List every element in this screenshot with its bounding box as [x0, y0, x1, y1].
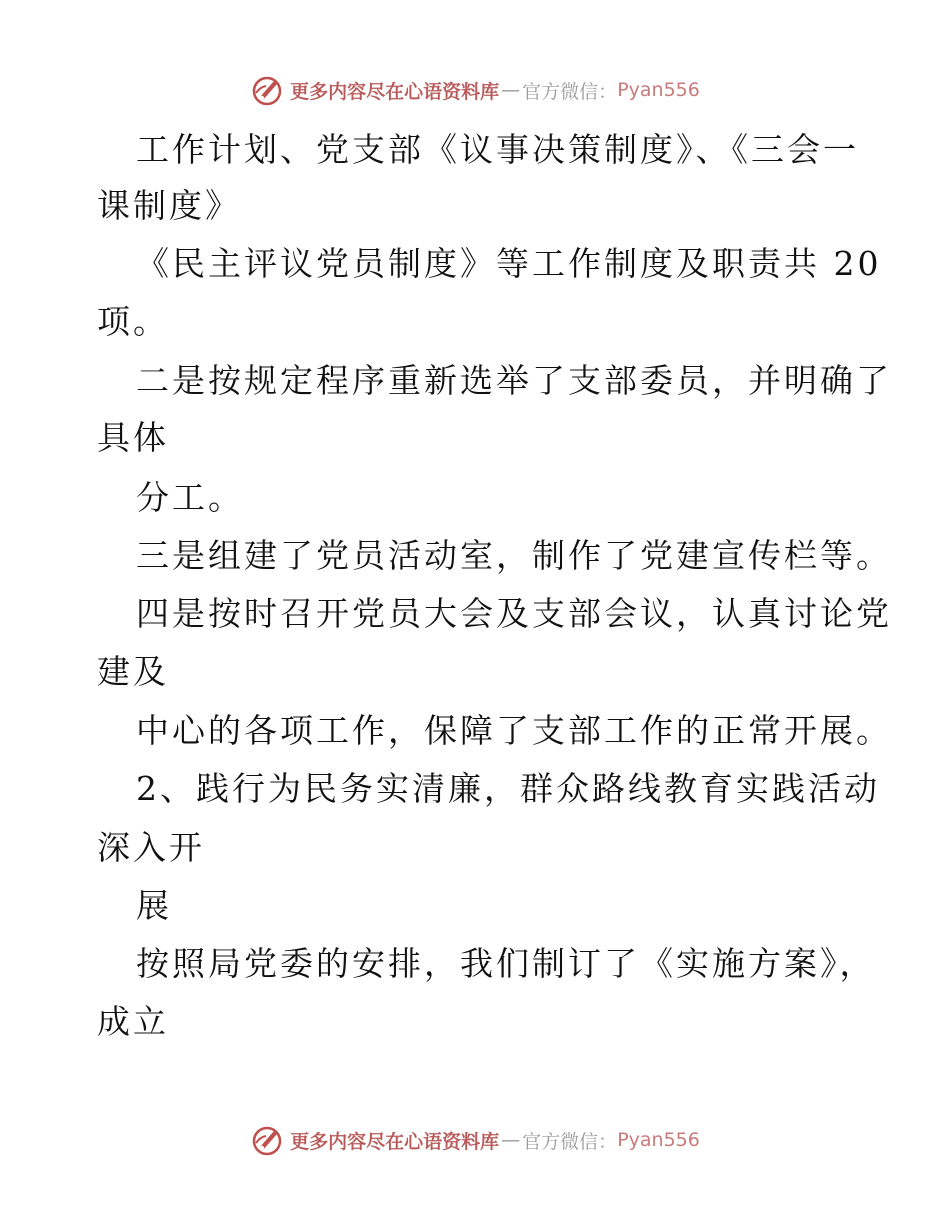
body-line: 项。: [97, 302, 169, 341]
banner-lead-text: 更多内容尽在心语资料库: [290, 80, 500, 103]
banner-separator: —: [501, 79, 521, 101]
body-line: 具体: [97, 418, 169, 457]
body-line: 二是按规定程序重新选举了支部委员，并明确了: [136, 361, 892, 400]
pen-nib-logo-icon: [250, 73, 284, 107]
body-line: 成立: [97, 1002, 169, 1041]
body-line: 建及: [97, 652, 169, 691]
body-line: 2、践行为民务实清廉，群众路线教育实践活动: [136, 769, 880, 808]
body-line: 深入开: [97, 828, 205, 867]
header-banner-text: [290, 77, 700, 104]
banner-separator: —: [501, 1129, 521, 1151]
body-line: 课制度》: [97, 186, 241, 225]
body-line: 按照局党委的安排，我们制订了《实施方案》，: [136, 944, 876, 983]
footer-banner: [0, 1120, 950, 1160]
banner-official-label: 官方微信：: [522, 1130, 618, 1153]
banner-wechat-id: Pyan556: [617, 79, 700, 101]
body-line: 中心的各项工作，保障了支部工作的正常开展。: [136, 711, 892, 750]
banner-wechat-id: Pyan556: [617, 1129, 700, 1151]
banner-lead-text: 更多内容尽在心语资料库: [290, 1130, 500, 1153]
banner-official-label: 官方微信：: [522, 80, 618, 103]
body-line: 工作计划、党支部《议事决策制度》、《三会一: [136, 130, 859, 169]
footer-banner-text: [290, 1127, 700, 1154]
body-line: 分工。: [136, 478, 244, 517]
body-line: 四是按时召开党员大会及支部会议，认真讨论党: [136, 594, 892, 633]
body-line: 《民主评议党员制度》等工作制度及职责共 20: [136, 244, 882, 283]
pen-nib-logo-icon: [250, 1123, 284, 1157]
body-line: 三是组建了党员活动室，制作了党建宣传栏等。: [136, 536, 892, 575]
header-banner: [0, 70, 950, 110]
body-line: 展: [136, 886, 172, 925]
